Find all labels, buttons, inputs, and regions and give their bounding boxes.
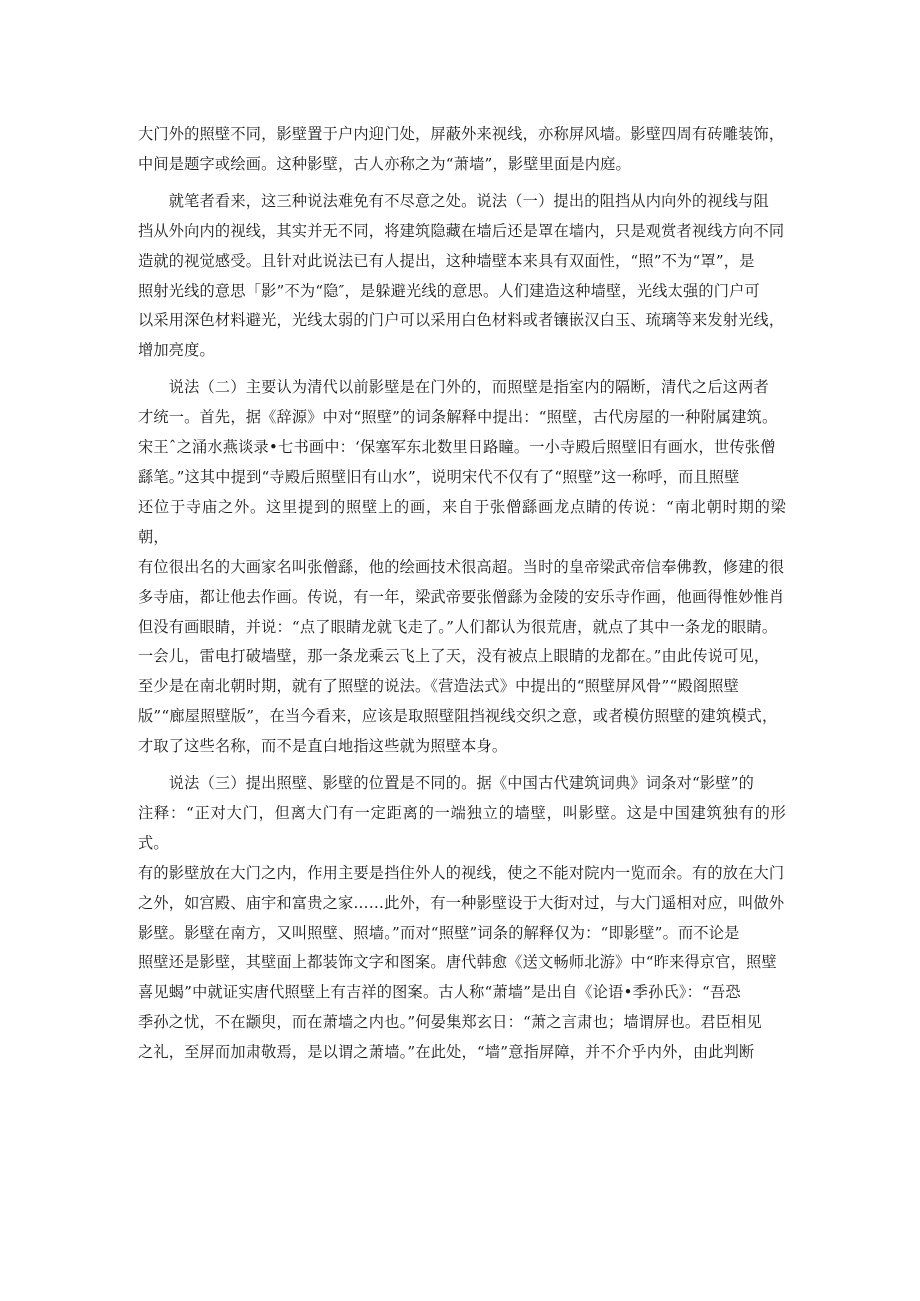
paragraph (138, 373, 786, 762)
text-line: 季孙之忧，不在颛臾，而在萧墙之内也。”何晏集郑玄日：“萧之言肃也；墙谓屏也。君臣相见 (138, 1013, 762, 1032)
text-line: 有的影壁放在大门之内，作用主要是挡住外人的视线，使之不能对院内一览而余。有的放在大门 (138, 863, 785, 882)
text-line: 造就的视觉感受。且针对此说法已有人提出，这种墙壁本来具有双面性，“照”不为“罩”，是 (138, 251, 755, 270)
document-body (138, 120, 786, 1075)
text-line: 中间是题字或绘画。这种影壁，古人亦称之为“萧墙”，影壁里面是内庭。 (138, 154, 631, 173)
text-line: 至少是在南北朝时期，就有了照壁的说法。《营造法式》中提出的“照壁屏风骨”“殿阁照壁 (138, 677, 740, 696)
text-line: 但没有画眼睛，并说：“点了眼睛龙就飞走了。”人们都认为很荒唐，就点了其中一条龙的眼睛。 (138, 617, 778, 636)
text-line: 注释：“正对大门，但离大门有一定距离的一端独立的墙壁，叫影壁。这是中国建筑独有的形式。 (138, 803, 786, 852)
text-line: 照壁还是影壁，其壁面上都装饰文字和图案。唐代韩愈《送文畅师北游》中“昨来得京官，照壁 (138, 953, 777, 972)
text-line: 喜见蝎”中就证实唐代照壁上有吉祥的图案。古人称“萧墙”是出自《论语•季孙氏》：“吾恐 (138, 983, 741, 1002)
text-line: 之礼，至屏而加肃敬焉，是以谓之萧墙。”在此处，“墙”意指屏障，并不介乎内外，由此判断 (138, 1043, 755, 1062)
text-line: 影壁。影壁在南方，又叫照壁、照墙。”而对“照壁”词条的解释仅为：“即影壁”。而不论是 (138, 923, 740, 942)
text-line: 多寺庙，都让他去作画。传说，有一年，梁武帝要张僧繇为金陵的安乐寺作画，他画得惟妙惟肖 (138, 587, 785, 606)
text-line: 还位于寺庙之外。这里提到的照壁上的画，来自于张僧繇画龙点睛的传说：“南北朝时期的梁朝， (138, 497, 786, 546)
text-line: 大门外的照壁不同，影壁置于户内迎门处，屏蔽外来视线，亦称屏风墙。影壁四周有砖雕装饰， (138, 125, 785, 143)
text-line: 照射光线的意思「影”不为“隐″，是躲避光线的意思。人们建造这种墙壁，光线太强的门户可 (138, 281, 760, 300)
paragraph (138, 769, 786, 1068)
text-line: 才统一。首先，据《辞源》中对“照壁”的词条解释中提出：“照壁，古代房屋的一种附属建筑。 (138, 408, 778, 427)
text-line: 才取了这些名称，而不是直白地指这些就为照壁本身。 (138, 737, 508, 756)
text-line: 就笔者看来，这三种说法难免有不尽意之处。说法（一）提出的阻挡从内向外的视线与阻 (138, 191, 769, 210)
text-line: 繇笔。”这其中提到“寺殿后照壁旧有山水”，说明宋代不仅有了“照壁”这一称呼，而且照壁 (138, 467, 740, 486)
text-line: 以采用深色材料避光，光线太弱的门户可以采用白色材料或者镶嵌汉白玉、琉璃等来发射光线， (138, 311, 785, 330)
paragraph (138, 120, 786, 180)
text-line: 版”“廊屋照壁版”，在当今看来，应该是取照壁阻挡视线交织之意，或者模仿照壁的建筑模式， (138, 707, 778, 726)
text-line: 有位很出名的大画家名叫张僧繇，他的绘画技术很高超。当时的皇帝梁武帝信奉佛教，修建的很 (138, 557, 785, 576)
text-line: 增加亮度。 (138, 341, 215, 360)
text-line: 宋王ˆ之涌水燕谈录•七书画中：‘保塞军东北数里日路瞳。一小寺殿后照壁旧有画水，世传张僧 (138, 438, 776, 457)
text-line: 一会儿，雷电打破墙壁，那一条龙乘云飞上了天，没有被点上眼睛的龙都在。”由此传说可见， (138, 647, 770, 666)
paragraph (138, 187, 786, 366)
text-line: 说法（二）主要认为清代以前影壁是在门外的，而照壁是指室内的隔断，清代之后这两者 (138, 378, 769, 397)
text-line: 之外，如宫殿、庙宇和富贵之家……此外，有一种影壁设于大街对过，与大门遥相对应，叫做外 (138, 893, 785, 912)
text-line: 挡从外向内的视线，其实并无不同，将建筑隐藏在墙后还是罩在墙内，只是观赏者视线方向不同 (138, 221, 785, 240)
text-line: 说法（三）提出照壁、影壁的位置是不同的。据《中国古代建筑词典》词条对“影壁”的 (138, 774, 755, 793)
